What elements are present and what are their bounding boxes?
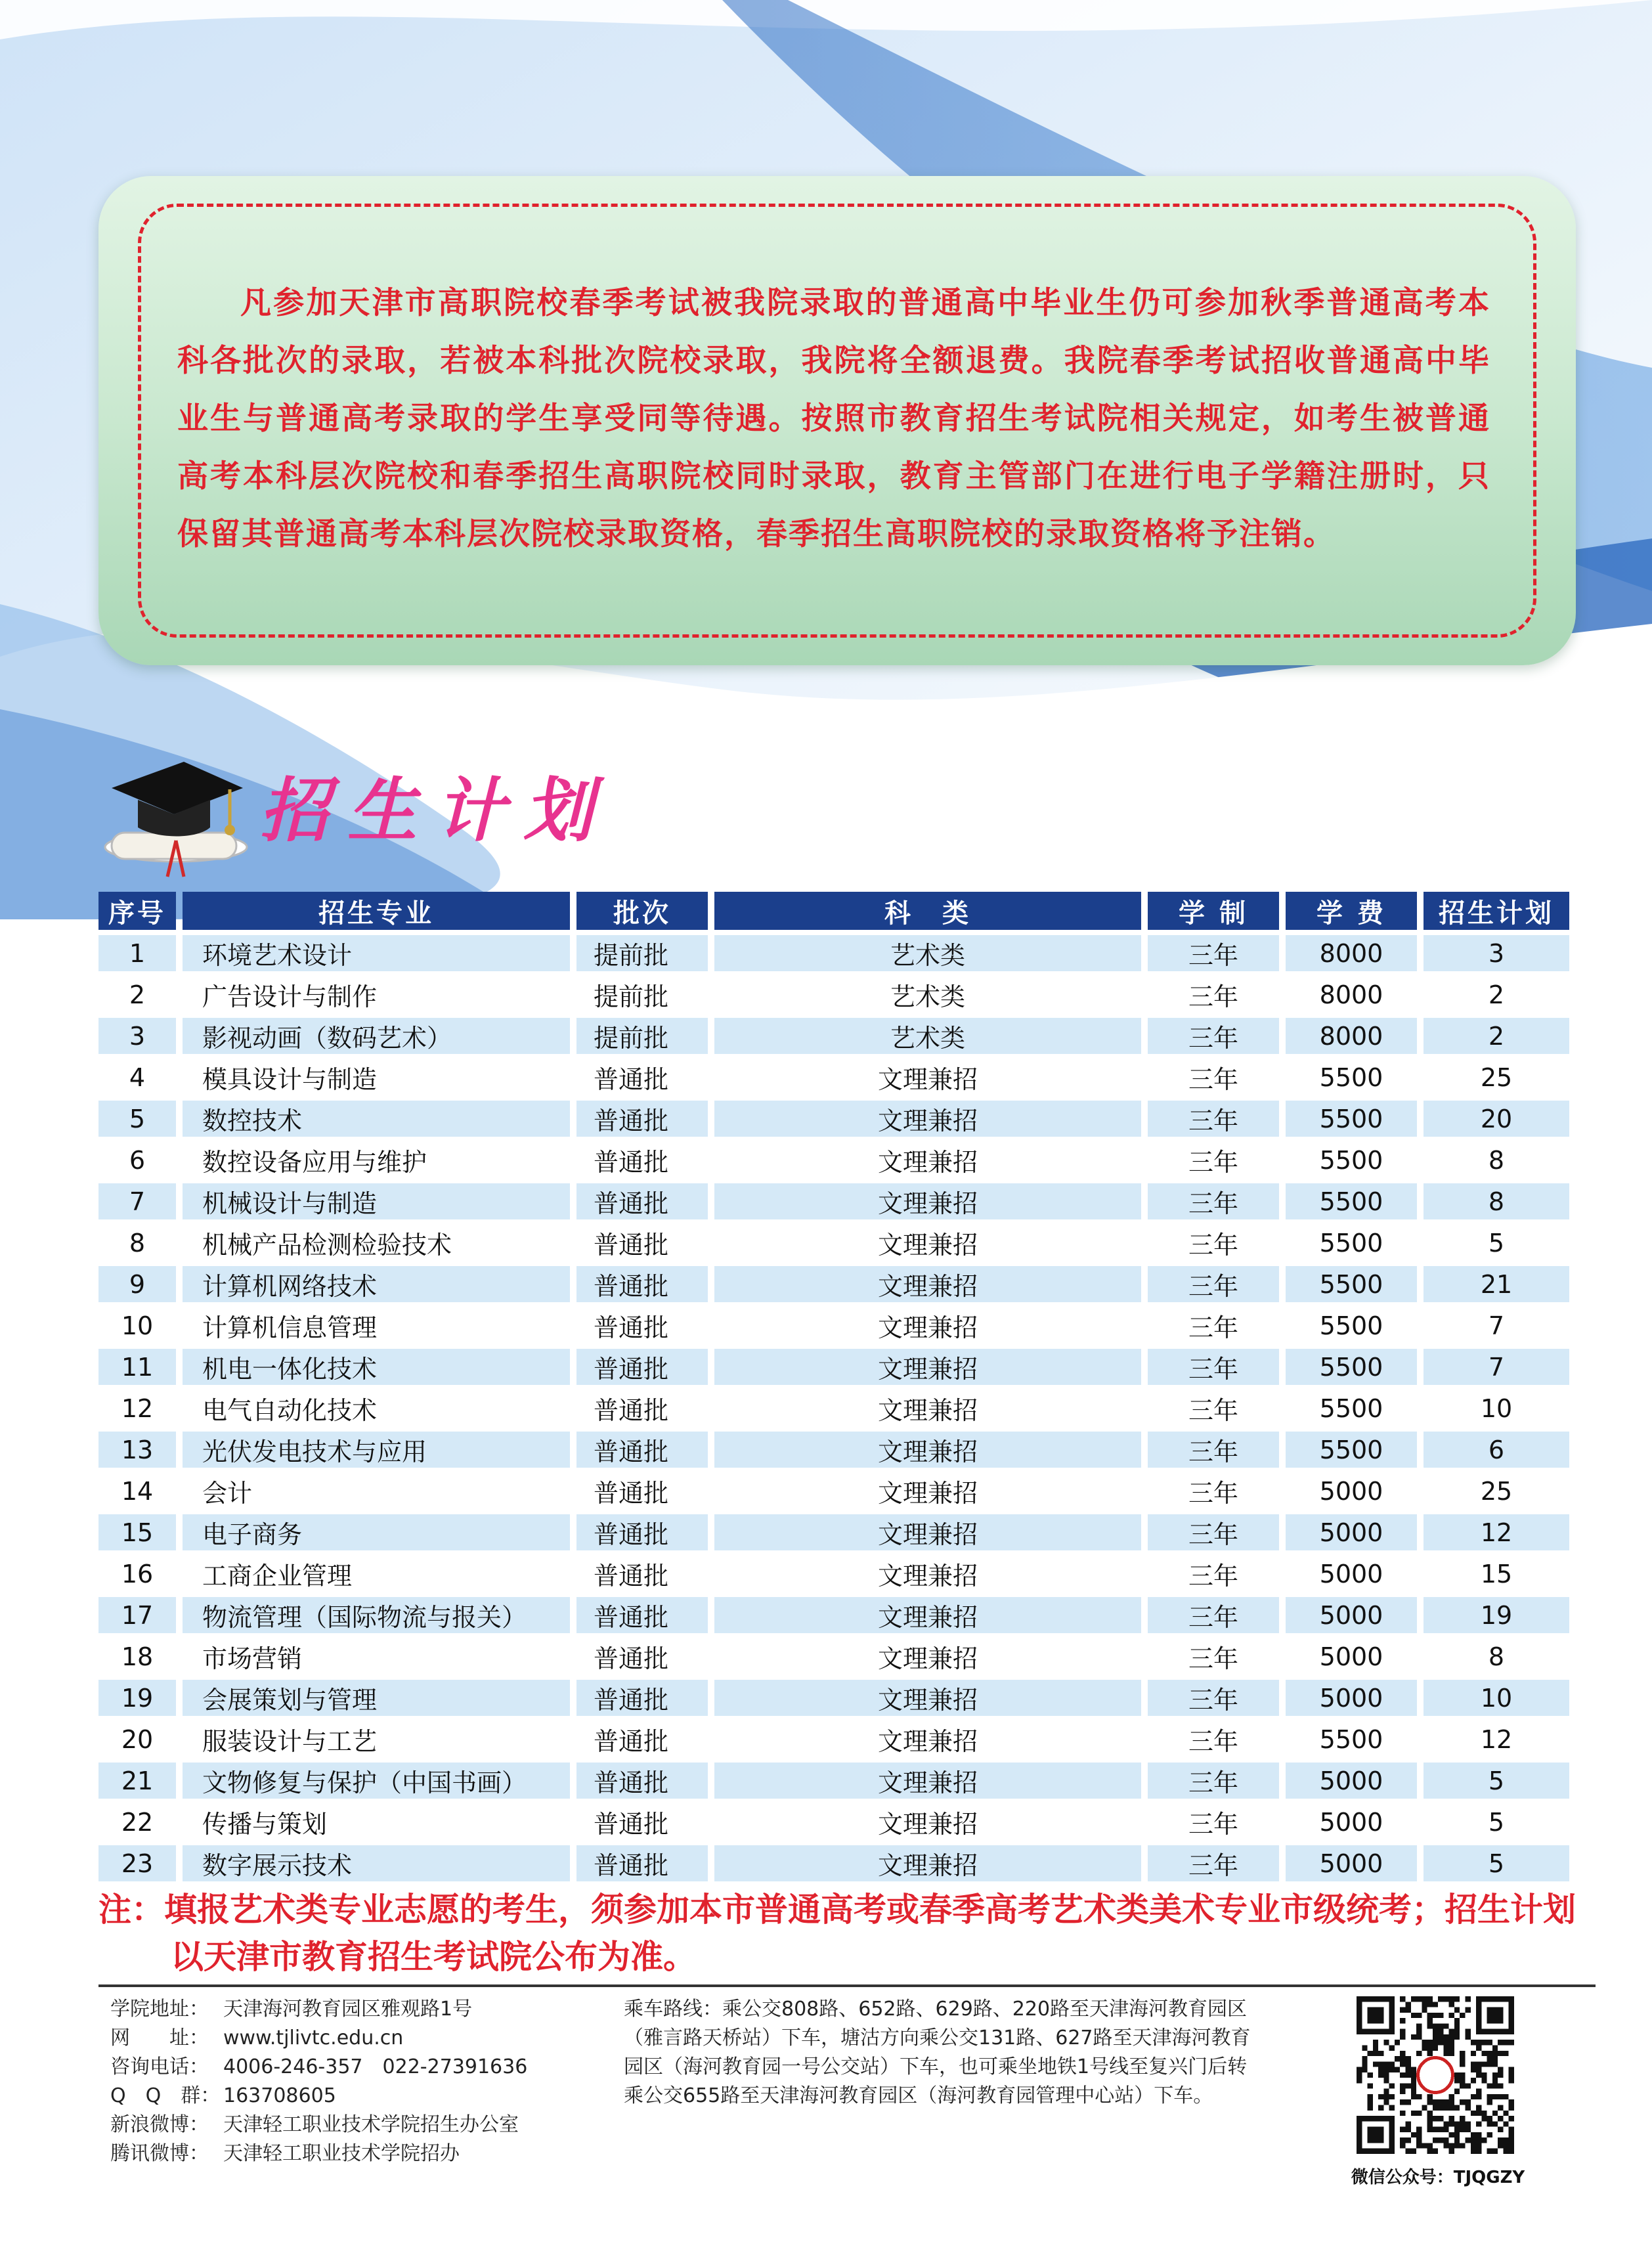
contact-value: 4006-246-357 022-27391636 [223, 2055, 528, 2078]
cell-category: 文理兼招 [714, 1390, 1141, 1426]
cell-index: 21 [98, 1763, 176, 1799]
cell-duration: 三年 [1148, 1680, 1279, 1716]
cell-batch: 普通批 [576, 1349, 708, 1385]
cell-batch: 普通批 [576, 1638, 708, 1675]
cell-major: 机械设计与制造 [183, 1183, 570, 1219]
cell-tuition: 5000 [1286, 1763, 1417, 1799]
cell-index: 18 [98, 1638, 176, 1675]
cell-quota: 21 [1424, 1266, 1569, 1302]
cell-duration: 三年 [1148, 1556, 1279, 1592]
cell-category: 艺术类 [714, 935, 1141, 971]
cell-tuition: 5000 [1286, 1638, 1417, 1675]
cell-index: 12 [98, 1390, 176, 1426]
cell-duration: 三年 [1148, 1597, 1279, 1633]
cell-tuition: 5500 [1286, 1721, 1417, 1757]
cell-tuition: 5500 [1286, 1432, 1417, 1468]
cell-quota: 8 [1424, 1183, 1569, 1219]
bus-route [624, 1995, 1254, 2111]
cell-batch: 普通批 [576, 1763, 708, 1799]
cell-batch: 普通批 [576, 1101, 708, 1137]
cell-category: 文理兼招 [714, 1349, 1141, 1385]
notice-text: 凡参加天津市高职院校春季考试被我院录取的普通高中毕业生仍可参加秋季普通高考本科各批次的录取，若被本科批次院校录取，我院将全额退费。我院春季考试招收普通高中毕业生与普通高考录取的学生享受同等待遇。按照市教育招生考试院相关规定，如考生被普通高考本科层次院校和春季招生高职院校同时录取，教育主管部门在进行电子学籍注册时，只保留其普通高考本科层次院校录取资格，春季招生高职院校的录取资格将予注销。 [177, 285, 1490, 552]
cell-duration: 三年 [1148, 1059, 1279, 1095]
notice-panel [98, 176, 1576, 665]
website-link[interactable]: www.tjlivtc.edu.cn [223, 2027, 404, 2049]
header-major: 招生专业 [183, 892, 570, 930]
cell-tuition: 5500 [1286, 1390, 1417, 1426]
footnote-line-2: 以天津市教育招生考试院公布为准。 [171, 1938, 696, 1976]
cell-batch: 普通批 [576, 1804, 708, 1840]
cell-major: 数字展示技术 [183, 1845, 570, 1881]
cell-tuition: 5500 [1286, 1059, 1417, 1095]
contact-label: Q Q 群： [110, 2084, 221, 2107]
cell-duration: 三年 [1148, 1225, 1279, 1261]
cell-category: 文理兼招 [714, 1142, 1141, 1178]
cell-index: 16 [98, 1556, 176, 1592]
cell-quota: 25 [1424, 1473, 1569, 1509]
cell-major: 数控设备应用与维护 [183, 1142, 570, 1178]
cell-major: 电气自动化技术 [183, 1390, 570, 1426]
cell-tuition: 5500 [1286, 1142, 1417, 1178]
cell-category: 文理兼招 [714, 1638, 1141, 1675]
table-row [98, 1432, 1569, 1468]
cell-duration: 三年 [1148, 1349, 1279, 1385]
cell-tuition: 5000 [1286, 1514, 1417, 1550]
cell-index: 3 [98, 1018, 176, 1054]
cell-index: 5 [98, 1101, 176, 1137]
cell-major: 服装设计与工艺 [183, 1721, 570, 1757]
table-header-row [98, 892, 1569, 930]
cell-index: 17 [98, 1597, 176, 1633]
table-row [98, 1142, 1569, 1178]
cell-batch: 普通批 [576, 1059, 708, 1095]
table-row [98, 1349, 1569, 1385]
contact-value: 天津轻工职业技术学院招办 [223, 2142, 460, 2165]
cell-duration: 三年 [1148, 1142, 1279, 1178]
cell-quota: 12 [1424, 1514, 1569, 1550]
cell-quota: 10 [1424, 1390, 1569, 1426]
table-row [98, 1721, 1569, 1757]
cell-batch: 提前批 [576, 1018, 708, 1054]
enrollment-plan-table [92, 887, 1576, 1887]
cell-index: 4 [98, 1059, 176, 1095]
cell-index: 8 [98, 1225, 176, 1261]
cell-index: 7 [98, 1183, 176, 1219]
cell-tuition: 8000 [1286, 935, 1417, 971]
header-quota: 招生计划 [1424, 892, 1569, 930]
cell-index: 23 [98, 1845, 176, 1881]
cell-index: 22 [98, 1804, 176, 1840]
cell-major: 模具设计与制造 [183, 1059, 570, 1095]
cell-major: 文物修复与保护（中国书画） [183, 1763, 570, 1799]
table-row [98, 1597, 1569, 1633]
cell-category: 文理兼招 [714, 1556, 1141, 1592]
cell-major: 电子商务 [183, 1514, 570, 1550]
cell-index: 10 [98, 1307, 176, 1344]
cell-batch: 普通批 [576, 1473, 708, 1509]
contact-label: 腾讯微博： [110, 2142, 209, 2165]
table-row [98, 1183, 1569, 1219]
cell-major: 机电一体化技术 [183, 1349, 570, 1385]
cell-tuition: 5500 [1286, 1101, 1417, 1137]
cell-quota: 20 [1424, 1101, 1569, 1137]
contact-value: 163708605 [223, 2084, 336, 2107]
cell-batch: 普通批 [576, 1556, 708, 1592]
cell-quota: 5 [1424, 1845, 1569, 1881]
cell-batch: 普通批 [576, 1142, 708, 1178]
cell-category: 文理兼招 [714, 1721, 1141, 1757]
cell-tuition: 5500 [1286, 1349, 1417, 1385]
cell-index: 6 [98, 1142, 176, 1178]
cell-quota: 15 [1424, 1556, 1569, 1592]
contact-row-address [110, 1995, 609, 2024]
graduation-cap-icon [98, 749, 250, 880]
table-row [98, 1638, 1569, 1675]
cell-category: 文理兼招 [714, 1845, 1141, 1881]
cell-quota: 5 [1424, 1804, 1569, 1840]
cell-category: 文理兼招 [714, 1473, 1141, 1509]
cell-batch: 普通批 [576, 1680, 708, 1716]
cell-major: 会展策划与管理 [183, 1680, 570, 1716]
contact-value: 天津海河教育园区雅观路1号 [223, 1998, 473, 2021]
table-row [98, 1473, 1569, 1509]
qr-caption: 微信公众号：TJQGZY [1351, 2168, 1525, 2187]
header-duration: 学 制 [1148, 892, 1279, 930]
cell-category: 文理兼招 [714, 1266, 1141, 1302]
table-row [98, 935, 1569, 971]
cell-major: 环境艺术设计 [183, 935, 570, 971]
cell-category: 文理兼招 [714, 1804, 1141, 1840]
cell-category: 文理兼招 [714, 1680, 1141, 1716]
contact-row-qq [110, 2082, 609, 2111]
cell-tuition: 8000 [1286, 1018, 1417, 1054]
table-row [98, 1845, 1569, 1881]
table-row [98, 1101, 1569, 1137]
cell-batch: 普通批 [576, 1225, 708, 1261]
cell-tuition: 5500 [1286, 1183, 1417, 1219]
cell-duration: 三年 [1148, 1763, 1279, 1799]
contact-row-sina-weibo [110, 2111, 609, 2139]
table-row [98, 1514, 1569, 1550]
cell-batch: 普通批 [576, 1721, 708, 1757]
table-row [98, 1307, 1569, 1344]
cell-major: 影视动画（数码艺术） [183, 1018, 570, 1054]
cell-batch: 普通批 [576, 1514, 708, 1550]
cell-duration: 三年 [1148, 1804, 1279, 1840]
cell-major: 计算机网络技术 [183, 1266, 570, 1302]
cell-quota: 8 [1424, 1638, 1569, 1675]
cell-duration: 三年 [1148, 1514, 1279, 1550]
table-row [98, 1680, 1569, 1716]
cell-duration: 三年 [1148, 1266, 1279, 1302]
cell-category: 艺术类 [714, 976, 1141, 1013]
contact-label: 网 址： [110, 2027, 209, 2049]
cell-batch: 普通批 [576, 1307, 708, 1344]
cell-tuition: 5500 [1286, 1307, 1417, 1344]
cell-quota: 5 [1424, 1763, 1569, 1799]
divider [98, 1984, 1596, 1987]
cell-quota: 12 [1424, 1721, 1569, 1757]
contact-info [110, 1995, 609, 2168]
cell-quota: 7 [1424, 1349, 1569, 1385]
cell-quota: 19 [1424, 1597, 1569, 1633]
cell-tuition: 5000 [1286, 1556, 1417, 1592]
cell-index: 14 [98, 1473, 176, 1509]
contact-row-tencent-weibo [110, 2139, 609, 2168]
cell-major: 市场营销 [183, 1638, 570, 1675]
cell-batch: 普通批 [576, 1597, 708, 1633]
table-row [98, 1266, 1569, 1302]
cell-index: 13 [98, 1432, 176, 1468]
qr-code-icon [1357, 1996, 1514, 2154]
cell-batch: 普通批 [576, 1183, 708, 1219]
cell-category: 文理兼招 [714, 1597, 1141, 1633]
cell-quota: 2 [1424, 1018, 1569, 1054]
table-row [98, 1390, 1569, 1426]
cell-duration: 三年 [1148, 976, 1279, 1013]
cell-major: 广告设计与制作 [183, 976, 570, 1013]
cell-category: 文理兼招 [714, 1514, 1141, 1550]
cell-major: 计算机信息管理 [183, 1307, 570, 1344]
cell-tuition: 8000 [1286, 976, 1417, 1013]
cell-category: 文理兼招 [714, 1225, 1141, 1261]
cell-index: 2 [98, 976, 176, 1013]
cell-index: 11 [98, 1349, 176, 1385]
cell-category: 文理兼招 [714, 1763, 1141, 1799]
cell-duration: 三年 [1148, 1390, 1279, 1426]
cell-tuition: 5000 [1286, 1845, 1417, 1881]
cell-duration: 三年 [1148, 1845, 1279, 1881]
cell-duration: 三年 [1148, 935, 1279, 971]
cell-category: 文理兼招 [714, 1307, 1141, 1344]
table-row [98, 1804, 1569, 1840]
header-batch: 批次 [576, 892, 708, 930]
cell-batch: 提前批 [576, 935, 708, 971]
cell-tuition: 5000 [1286, 1680, 1417, 1716]
cell-batch: 提前批 [576, 976, 708, 1013]
cell-quota: 6 [1424, 1432, 1569, 1468]
header-category: 科 类 [714, 892, 1141, 930]
contact-row-phone [110, 2053, 609, 2082]
cell-batch: 普通批 [576, 1266, 708, 1302]
cell-category: 文理兼招 [714, 1101, 1141, 1137]
cell-category: 文理兼招 [714, 1059, 1141, 1095]
cell-index: 9 [98, 1266, 176, 1302]
cell-tuition: 5000 [1286, 1597, 1417, 1633]
cell-tuition: 5500 [1286, 1225, 1417, 1261]
cell-quota: 2 [1424, 976, 1569, 1013]
cell-category: 文理兼招 [714, 1183, 1141, 1219]
table-row [98, 1225, 1569, 1261]
cell-major: 工商企业管理 [183, 1556, 570, 1592]
section-title: 招生计划 [259, 769, 611, 851]
cell-index: 1 [98, 935, 176, 971]
cell-batch: 普通批 [576, 1845, 708, 1881]
header-index: 序号 [98, 892, 176, 930]
cell-category: 文理兼招 [714, 1432, 1141, 1468]
contact-label: 学院地址： [110, 1998, 209, 2021]
table-row [98, 976, 1569, 1013]
cell-quota: 10 [1424, 1680, 1569, 1716]
cell-tuition: 5500 [1286, 1266, 1417, 1302]
cell-index: 19 [98, 1680, 176, 1716]
cell-tuition: 5000 [1286, 1473, 1417, 1509]
cell-quota: 5 [1424, 1225, 1569, 1261]
footnote [98, 1886, 1582, 1981]
cell-quota: 25 [1424, 1059, 1569, 1095]
cell-duration: 三年 [1148, 1018, 1279, 1054]
cell-quota: 8 [1424, 1142, 1569, 1178]
route-text: 乘公交808路、652路、629路、220路至天津海河教育园区（雅言路天桥站）下车，塘沽方向乘公交131路、627路至天津海河教育园区（海河教育园一号公交站）下车，也可乘坐地铁1号线至复兴门后转乘公交655路至天津海河教育园区（海河教育园管理中心站）下车。 [624, 1998, 1251, 2107]
table-row [98, 1763, 1569, 1799]
contact-value: 天津轻工职业技术学院招生办公室 [223, 2113, 519, 2136]
footnote-line-1: 注：填报艺术类专业志愿的考生，须参加本市普通高考或春季高考艺术类美术专业市级统考；招生计划 [98, 1891, 1576, 1929]
cell-duration: 三年 [1148, 1101, 1279, 1137]
contact-row-website [110, 2024, 609, 2053]
cell-major: 传播与策划 [183, 1804, 570, 1840]
cell-batch: 普通批 [576, 1390, 708, 1426]
cell-duration: 三年 [1148, 1432, 1279, 1468]
table-row [98, 1059, 1569, 1095]
cell-index: 20 [98, 1721, 176, 1757]
table-row [98, 1556, 1569, 1592]
table-row [98, 1018, 1569, 1054]
cell-duration: 三年 [1148, 1638, 1279, 1675]
cell-category: 艺术类 [714, 1018, 1141, 1054]
cell-major: 机械产品检测检验技术 [183, 1225, 570, 1261]
cell-batch: 普通批 [576, 1432, 708, 1468]
cell-index: 15 [98, 1514, 176, 1550]
header-tuition: 学 费 [1286, 892, 1417, 930]
cell-major: 物流管理（国际物流与报关） [183, 1597, 570, 1633]
cell-duration: 三年 [1148, 1473, 1279, 1509]
cell-duration: 三年 [1148, 1721, 1279, 1757]
contact-label: 新浪微博： [110, 2113, 209, 2136]
cell-quota: 3 [1424, 935, 1569, 971]
cell-tuition: 5000 [1286, 1804, 1417, 1840]
route-label: 乘车路线： [624, 1998, 722, 2021]
cell-major: 数控技术 [183, 1101, 570, 1137]
contact-label: 咨询电话： [110, 2055, 209, 2078]
cell-major: 会计 [183, 1473, 570, 1509]
cell-duration: 三年 [1148, 1183, 1279, 1219]
cell-quota: 7 [1424, 1307, 1569, 1344]
cell-duration: 三年 [1148, 1307, 1279, 1344]
cell-major: 光伏发电技术与应用 [183, 1432, 570, 1468]
